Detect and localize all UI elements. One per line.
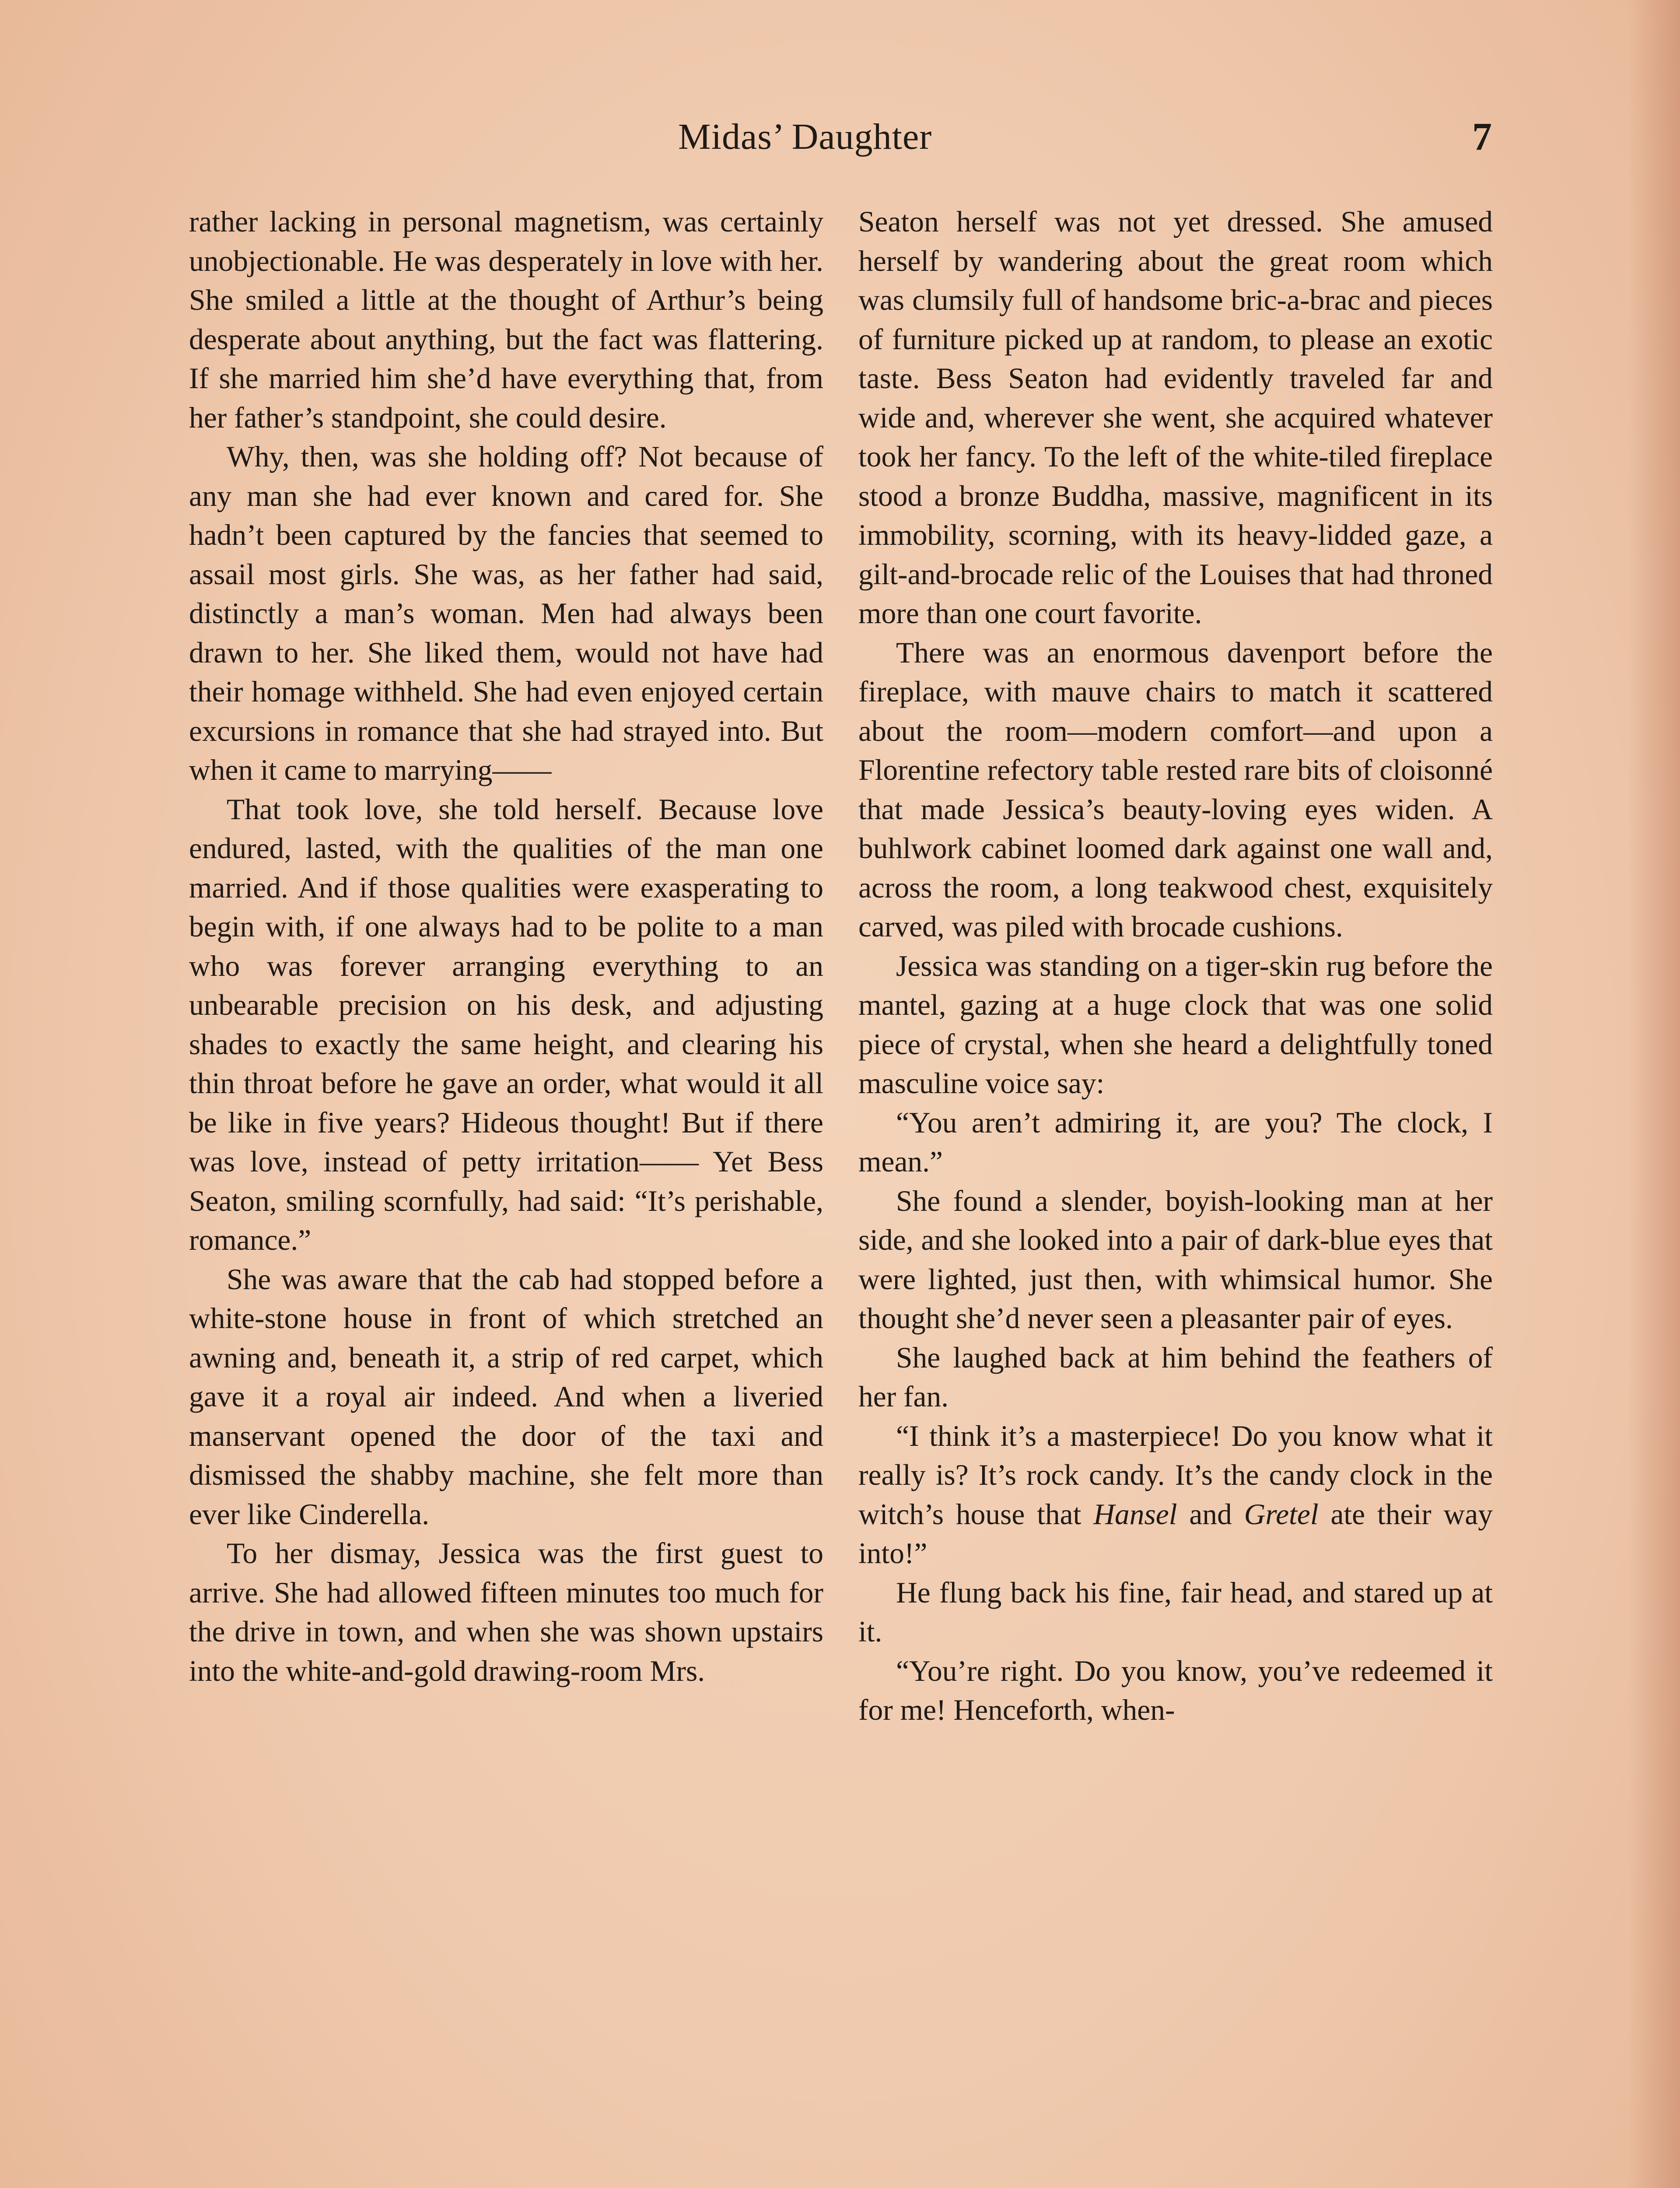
paragraph [858, 1417, 1493, 1573]
text-run: “I think it’s a masterpiece! Do you know what it really is? It’s rock candy. It’s the candy clock in the witch’s house that [858, 1419, 1493, 1531]
page-header [188, 113, 1492, 161]
italic-name: Gretel [1244, 1497, 1319, 1531]
paragraph: “You’re right. Do you know, you’ve redeemed it for me! Henceforth, when- [858, 1654, 1493, 1726]
left-column [189, 202, 823, 1690]
paragraph: To her dismay, Jessica was the first guest to arrive. She had allowed fifteen minutes too much for the drive in town, and when she was shown upstairs into the white-and-gold drawing-room Mrs. [189, 1537, 823, 1687]
paragraph: rather lacking in personal magnetism, was certainly unobjectionable. He was desperately in love with her. She smiled a little at the thought of Arthur’s being desperate about anything, but the fact was flattering. If she married him she’d have everything that, from her father’s standpoint, she could desire. [189, 205, 823, 434]
paragraph: Why, then, was she holding off? Not because of any man she had ever known and cared for. She hadn’t been captured by the fancies that seemed to assail most girls. She was, as her father had said, distinctly a man’s woman. Men had always been drawn to her. She liked them, would not have had their homage withheld. She had even enjoyed certain excursions in romance that she had strayed into. But when it came to marrying—— [189, 440, 823, 786]
paragraph: Jessica was standing on a tiger-skin rug before the mantel, gazing at a huge clock that was one solid piece of crystal, when she heard a delightfully toned masculine voice say: [858, 949, 1493, 1100]
text-run: ate their way into!” [858, 1497, 1493, 1570]
paragraph: She laughed back at him behind the feathers of her fan. [858, 1341, 1493, 1413]
paragraph: There was an enormous davenport before the fireplace, with mauve chairs to match it scattered about the room—modern comfort—and upon a Florentine refectory table rested rare bits of cloisonné that made Jessica’s beauty-loving eyes widen. A buhlwork cabinet loomed dark against one wall and, across the room, a long teakwood chest, exquisitely carved, was piled with brocade cushions. [858, 636, 1493, 943]
paragraph: That took love, she told herself. Because love endured, lasted, with the qualities of the man one married. And if those qualities were exasperating to begin with, if one always had to be polite to a man who was forever arranging everything to an unbearable precision on his desk, and adjusting shades to exactly the same height, and clearing his thin throat before he gave an order, what would it all be like in five years? Hideous thought! But if there was love, instead of petty irritation—— Yet Bess Seaton, smiling scornfully, had said: “It’s perishable, romance.” [189, 792, 823, 1256]
paragraph: “You aren’t admiring it, are you? The clock, I mean.” [858, 1106, 1493, 1178]
paragraph: She was aware that the cab had stopped before a white-stone house in front of which stretched an awning and, beneath it, a strip of red carpet, which gave it a royal air indeed. And when a liveried manservant opened the door of the taxi and dismissed the shabby machine, she felt more than ever like Cinderella. [189, 1262, 823, 1531]
right-column [858, 202, 1493, 1730]
page-edge-shadow [1628, 0, 1680, 2188]
paragraph: Seaton herself was not yet dressed. She amused herself by wandering about the great room which was clumsily full of handsome bric-a-brac and pieces of furniture picked up at random, to please an exotic taste. Bess Seaton had evidently traveled far and wide and, wherever she went, she acquired whatever took her fancy. To the left of the white-tiled fireplace stood a bronze Buddha, massive, magnificent in its immobility, scorning, with its heavy-lidded gaze, a gilt-and-brocade relic of the Louises that had throned more than one court favorite. [858, 205, 1493, 630]
text-run: and [1177, 1497, 1244, 1531]
paragraph: He flung back his fine, fair head, and stared up at it. [858, 1576, 1493, 1648]
italic-name: Hansel [1093, 1497, 1177, 1531]
running-title: Midas’ Daughter [678, 116, 932, 157]
page-number: 7 [1472, 115, 1492, 158]
paragraph: She found a slender, boyish-looking man at her side, and she looked into a pair of dark-blue eyes that were lighted, just then, with whimsical humor. She thought she’d never seen a pleasanter pair of eyes. [858, 1184, 1493, 1335]
